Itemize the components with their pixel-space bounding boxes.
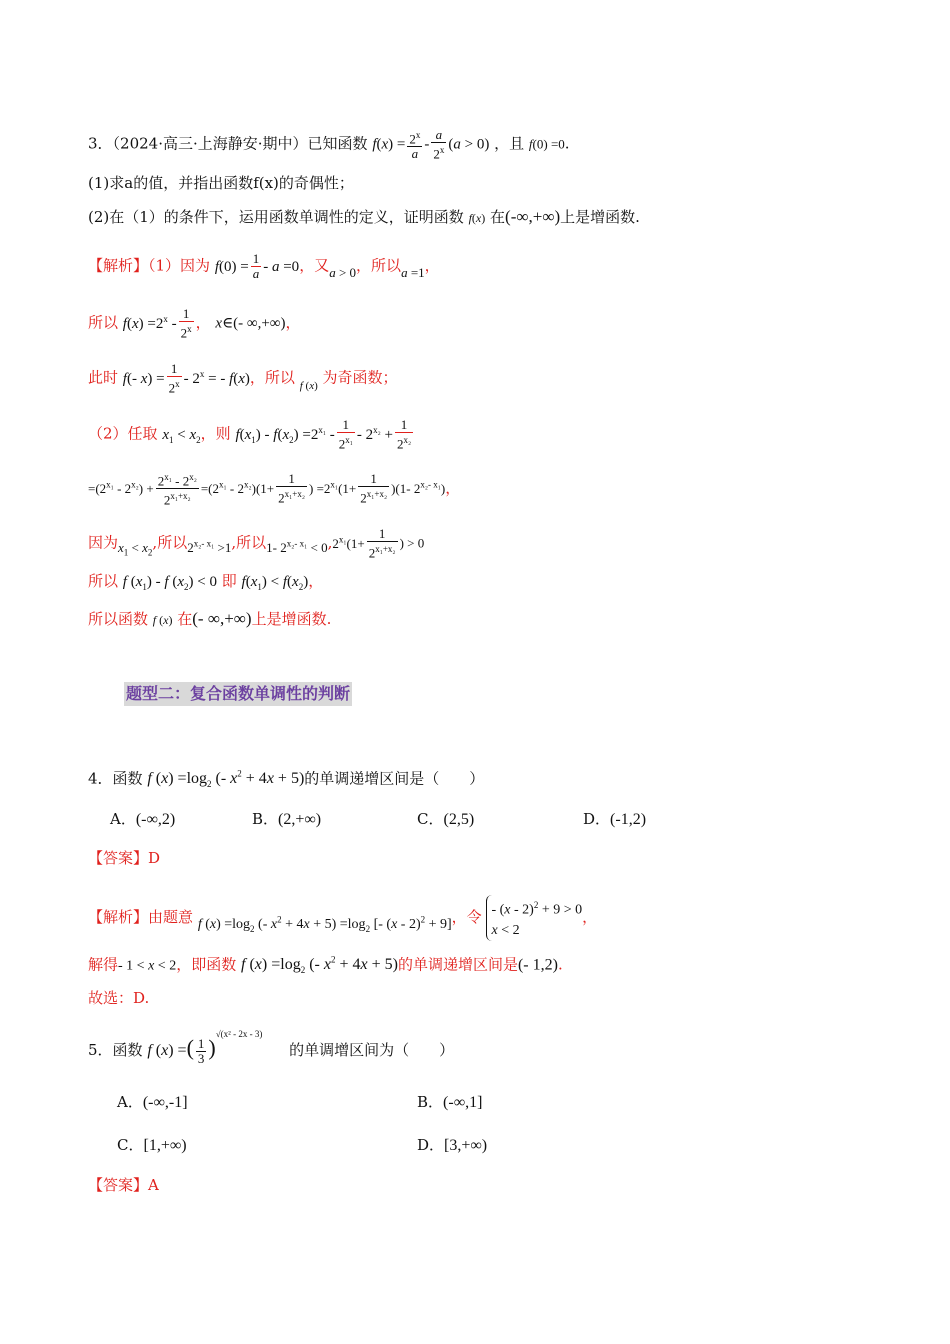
sol3-line6: 因为$x_1 < x_2$,所以$2^{x_2- x_1} >1$,所以1- $2^{x_2- x_1} < 0,2^{x_1}(1+$ $\frac{1}{2^{x_1+x_2}}$ ) > 0 bbox=[88, 526, 425, 561]
q3-stem-prefix: 3．（2024·高三·上海静安·期中）已知函数 bbox=[88, 134, 368, 153]
q5-option-b[interactable]: B．(-∞,1] bbox=[417, 1093, 483, 1111]
sol3-line3: 此时 f(- x) = $\frac{1}{2^x}$ - $2^x$ = - f(x)，所以 $_{f (x)}$ 为奇函数； bbox=[88, 361, 398, 396]
q5-option-a[interactable]: A．(-∞,-1] bbox=[117, 1093, 188, 1111]
sol3-line8: 所以函数 f (x) 在(- ∞,+∞)上是增函数. bbox=[88, 609, 332, 628]
sol3-line5: $=(2^{x_1} - 2^{x_2})$ + $\frac{2^{x_1} - 2^{x_2}}{2^{x_1+x_2}}$ $=(2^{x_1} - 2^{x_2})(1+$ $\frac{1}{2^{x_1+x_2}}$ ) $=2^{x_1}(1+$ $\frac{1}{2^{x_1+x_2}}$ )(1- $2^{x_2- x_1}$)， bbox=[88, 471, 461, 508]
q3-frac-2: $\frac{a}{2^x}$ bbox=[433, 127, 445, 162]
q4-stem: 4．函数 f $(x) =\log_2$ (- $x^2 + 4x + 5$)的单调递增区间是（ ） bbox=[88, 769, 485, 790]
q4-option-b[interactable]: B．(2,+∞) bbox=[252, 810, 322, 828]
q3-part1: (1)求a的值，并指出函数f(x)的奇偶性； bbox=[88, 174, 354, 192]
q3-part2: (2)在（1）的条件下，运用函数单调性的定义，证明函数 f(x) 在(-∞,+∞)上是增函数. bbox=[88, 207, 640, 226]
q5-option-d[interactable]: D．[3,+∞) bbox=[417, 1136, 488, 1154]
sol3-line2: 所以 $f(x) =2^x$ - $\frac{1}{2^x}$ ， x∈(- ∞,+∞)， bbox=[88, 306, 301, 341]
sol3-line4: （2）任取 $x_1 < x_2$，则 $f(x_1) - f(x_2) =2^{x_1}$ - $\frac{1}{2^{x_1}}$ - $2^{x_2}$ + $\frac{1}{2^{x_2}}$ bbox=[88, 417, 412, 452]
q4-option-c[interactable]: C．(2,5) bbox=[417, 810, 475, 828]
q4-final: 故选：D. bbox=[88, 989, 150, 1007]
q5-option-c[interactable]: C．[1,+∞) bbox=[117, 1136, 187, 1154]
q4-system: - (x - 2)$^2$ + 9 > 0 x < 2 bbox=[486, 895, 582, 941]
q4-func: f $(x) =\log_2$ (- $x^2 + 4x + 5$) bbox=[147, 769, 305, 790]
q4-solution-2: 解得- 1 < x < 2，即函数 f $(x) =\log_2$ (- $x^2 + 4x + 5$)的单调递增区间是(- 1,2). bbox=[88, 955, 563, 976]
q3-stem-suffix: ，且 bbox=[494, 134, 525, 153]
q3-stem: 3．（2024·高三·上海静安·期中）已知函数 f(x) = $\frac{2^x}{a}$ - $\frac{a}{2^x}$ (a > 0) ，且 f(0) =0. bbox=[88, 127, 570, 162]
sol3-tag: 【解析】 bbox=[88, 256, 149, 275]
q3-frac-1: $\frac{2^x}{a}$ bbox=[409, 130, 421, 162]
q4-option-a[interactable]: A．(-∞,2) bbox=[110, 810, 176, 828]
section-heading: 题型二：复合函数单调性的判断 bbox=[124, 682, 352, 706]
q5-answer: 【答案】A bbox=[88, 1176, 159, 1194]
q5-stem: 5．函数 f (x) =( $\frac{1}{3}$ )$^{√(x^2 - 2x - 3)}$ 的单调增区间为（ ） bbox=[88, 1029, 455, 1066]
q4-answer: 【答案】D bbox=[88, 849, 161, 867]
q5-func: f (x) = bbox=[147, 1042, 187, 1059]
q4-solution: 【解析】由题意 f $(x) =\log_2$ (- $x^2 + 4x + 5) =\log_2$ [- (x - 2)$^2$ + 9]，令 - (x - 2)$^2$ + 9 > 0 x < 2， bbox=[88, 895, 597, 941]
q4-option-d[interactable]: D．(-1,2) bbox=[583, 810, 647, 828]
sol3-line1: 【解析】（1）因为 f(0) = $\frac{1}{a}$ - a =0，又a > 0，所以a =1， bbox=[88, 251, 440, 281]
sol3-line7: 所以 f $(x_1)$ - f $(x_2) < 0$ 即 $f(x_1) < f(x_2)$， bbox=[88, 572, 324, 592]
q3-func-formula: f bbox=[372, 136, 377, 153]
